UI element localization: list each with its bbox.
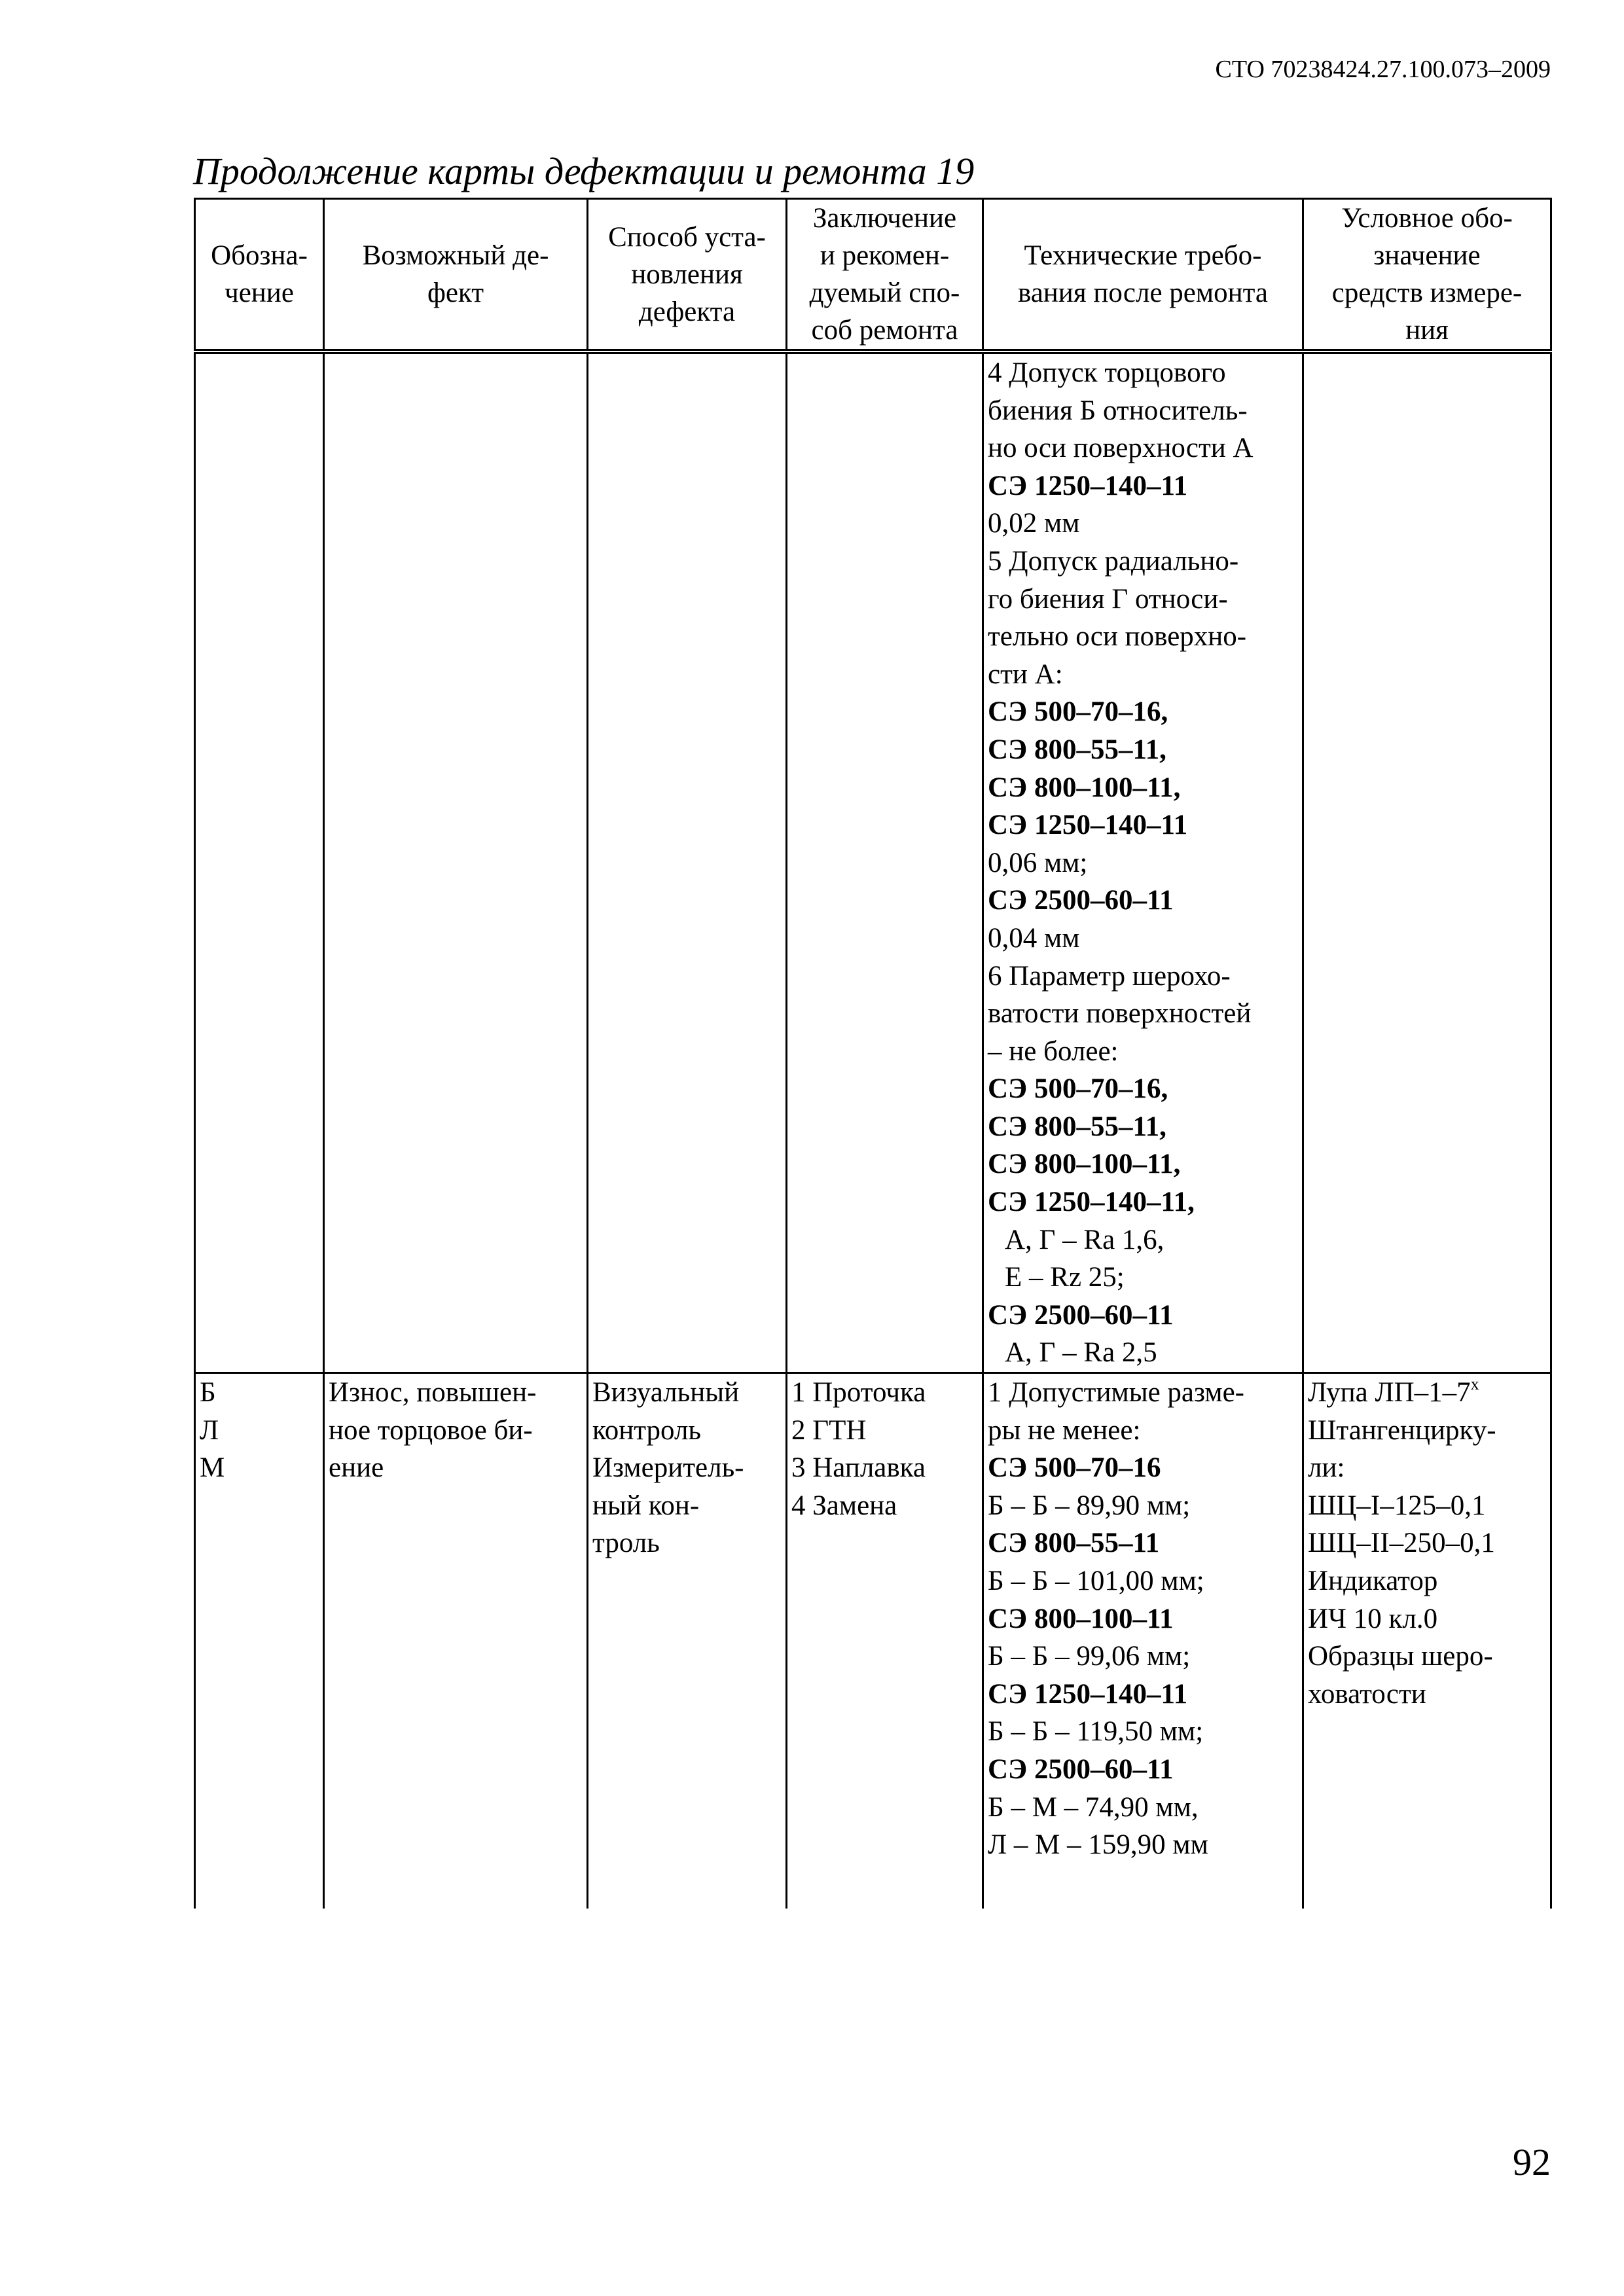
header-line: Технические требо- — [1024, 240, 1262, 271]
requirement-line: СЭ 2500–60–11 — [988, 1299, 1174, 1331]
requirement-line: биения Б относитель- — [988, 395, 1248, 426]
cell-designation — [195, 351, 324, 1373]
header-line: чение — [225, 278, 294, 308]
requirement-line: – не более: — [988, 1035, 1119, 1067]
method-line: Измеритель- — [592, 1452, 744, 1484]
cell-empty — [787, 1864, 983, 1909]
requirement-line: 5 Допуск радиально- — [988, 545, 1239, 577]
requirement-line: Л – М – 159,90 мм — [988, 1829, 1208, 1861]
requirement-line: СЭ 1250–140–11 — [988, 470, 1188, 501]
requirement-line: сти А: — [988, 658, 1063, 690]
cell-repair — [787, 1373, 983, 1864]
instrument-line: ШЦ–I–125–0,1 — [1308, 1490, 1486, 1521]
designation-line: М — [200, 1452, 225, 1484]
requirement-line: 4 Допуск торцового — [988, 357, 1226, 388]
instrument-line: Индикатор — [1308, 1566, 1438, 1596]
requirement-line: ры не менее: — [988, 1414, 1141, 1446]
method-line: контроль — [592, 1414, 702, 1446]
requirement-line: СЭ 500–70–16 — [988, 1452, 1161, 1484]
designation-line: Б — [200, 1377, 216, 1408]
header-defect — [324, 199, 588, 352]
header-line: и рекомен- — [820, 240, 950, 271]
instrument-line: Штангенцирку- — [1308, 1414, 1496, 1446]
requirement-line: Б – Б – 101,00 мм; — [988, 1566, 1204, 1596]
header-line: Способ уста- — [608, 221, 766, 253]
header-line: ния — [1405, 315, 1449, 346]
requirement-line: ватости поверхностей — [988, 998, 1252, 1030]
header-line: Условное обо- — [1341, 203, 1513, 234]
header-line: фект — [427, 278, 484, 308]
header-line: Заключение — [812, 203, 957, 234]
cell-requirements — [983, 1373, 1303, 1864]
requirement-line: СЭ 1250–140–11 — [988, 1678, 1188, 1710]
requirement-line: 0,02 мм — [988, 508, 1080, 539]
cell-method — [588, 1373, 787, 1864]
requirement-line: СЭ 1250–140–11, — [988, 1187, 1195, 1218]
requirement-line: 0,04 мм — [988, 922, 1080, 954]
requirement-line: Б – Б – 119,50 мм; — [988, 1716, 1204, 1748]
instrument-line — [1308, 1374, 1546, 1412]
requirement-line: СЭ 800–55–11, — [988, 734, 1166, 765]
requirement-line: 6 Параметр шерохо- — [988, 960, 1231, 992]
cell-empty — [324, 1864, 588, 1909]
header-row — [195, 199, 1551, 352]
requirement-line: СЭ 800–55–11 — [988, 1528, 1160, 1559]
requirement-line: СЭ 2500–60–11 — [988, 885, 1174, 916]
header-line: дуемый спо- — [809, 278, 960, 308]
header-line: средств измере- — [1331, 278, 1523, 308]
requirement-line: Б – Б – 99,06 мм; — [988, 1641, 1191, 1672]
defect-line: Износ, повышен- — [329, 1377, 537, 1408]
header-line: дефекта — [638, 296, 736, 327]
header-line: соб ремонта — [811, 315, 958, 346]
requirement-line: СЭ 1250–140–11 — [988, 810, 1188, 841]
requirement-line: СЭ 500–70–16, — [988, 696, 1168, 728]
cell-empty — [1303, 1864, 1551, 1909]
magnifier-superscript: х — [1470, 1374, 1479, 1394]
cell-designation — [195, 1373, 324, 1864]
repair-line: 4 Замена — [791, 1490, 897, 1521]
header-line: Обозна- — [211, 240, 308, 271]
cell-method — [588, 351, 787, 1373]
defect-line: ение — [329, 1452, 384, 1484]
header-technical-requirements — [983, 199, 1303, 352]
cell-repair — [787, 351, 983, 1373]
designation-line: Л — [200, 1414, 219, 1446]
repair-line: 3 Наплавка — [791, 1452, 926, 1484]
table-row-tail — [195, 1864, 1551, 1909]
cell-empty — [195, 1864, 324, 1909]
cell-empty — [588, 1864, 787, 1909]
cell-defect — [324, 351, 588, 1373]
table-caption: Продолжение карты дефектации и ремонта 19 — [193, 150, 975, 192]
instrument-line: ШЦ–II–250–0,1 — [1308, 1528, 1495, 1559]
requirement-line: Б – М – 74,90 мм, — [988, 1791, 1199, 1823]
method-line: ный кон- — [592, 1490, 700, 1521]
requirement-line: но оси поверхности А — [988, 433, 1254, 464]
header-repair-method — [787, 199, 983, 352]
requirement-line: 1 Допустимые разме- — [988, 1377, 1244, 1408]
instrument-line: ховатости — [1308, 1678, 1426, 1710]
instrument-line: ли: — [1308, 1452, 1345, 1484]
header-line: новления — [631, 259, 743, 290]
requirement-line: го биения Г относи- — [988, 583, 1228, 615]
requirement-line: А, Г – Ra 2,5 — [1005, 1337, 1157, 1369]
header-designation — [195, 199, 324, 352]
header-line: вания после ремонта — [1017, 278, 1269, 308]
requirement-line: А, Г – Ra 1,6, — [1005, 1224, 1164, 1255]
requirement-line: СЭ 500–70–16, — [988, 1073, 1168, 1105]
requirement-line: тельно оси поверхно- — [988, 621, 1247, 653]
header-detection-method — [588, 199, 787, 352]
table-row-wear — [195, 1373, 1551, 1864]
repair-line: 1 Проточка — [791, 1377, 926, 1408]
defect-line: ное торцовое би- — [329, 1414, 533, 1446]
table-row-continuation — [195, 351, 1551, 1373]
document-code: СТО 70238424.27.100.073–2009 — [1215, 56, 1551, 83]
requirement-line: СЭ 800–100–11 — [988, 1603, 1174, 1634]
magnifier-label: Лупа ЛП–1–7 — [1308, 1377, 1471, 1408]
instrument-line: Образцы шеро- — [1308, 1641, 1493, 1672]
method-line: троль — [592, 1528, 660, 1559]
requirement-line: Б – Б – 89,90 мм; — [988, 1490, 1191, 1521]
method-line: Визуальный — [592, 1377, 740, 1408]
header-line: значение — [1373, 240, 1481, 271]
repair-line: 2 ГТН — [791, 1414, 867, 1446]
header-line: Возможный де- — [362, 240, 549, 271]
requirement-line: СЭ 800–100–11, — [988, 1149, 1181, 1180]
defect-repair-table — [194, 198, 1552, 1909]
requirement-line: СЭ 800–55–11, — [988, 1111, 1166, 1142]
cell-instruments — [1303, 1373, 1551, 1864]
cell-empty — [983, 1864, 1303, 1909]
cell-requirements — [983, 351, 1303, 1373]
requirement-line: Е – Rz 25; — [1005, 1262, 1125, 1293]
requirement-line: СЭ 2500–60–11 — [988, 1753, 1174, 1785]
page-number: 92 — [1513, 2141, 1551, 2183]
header-measuring-instruments — [1303, 199, 1551, 352]
instrument-line: ИЧ 10 кл.0 — [1308, 1603, 1438, 1634]
requirement-line: СЭ 800–100–11, — [988, 772, 1181, 803]
cell-defect — [324, 1373, 588, 1864]
requirement-line: 0,06 мм; — [988, 847, 1088, 878]
cell-instruments — [1303, 351, 1551, 1373]
